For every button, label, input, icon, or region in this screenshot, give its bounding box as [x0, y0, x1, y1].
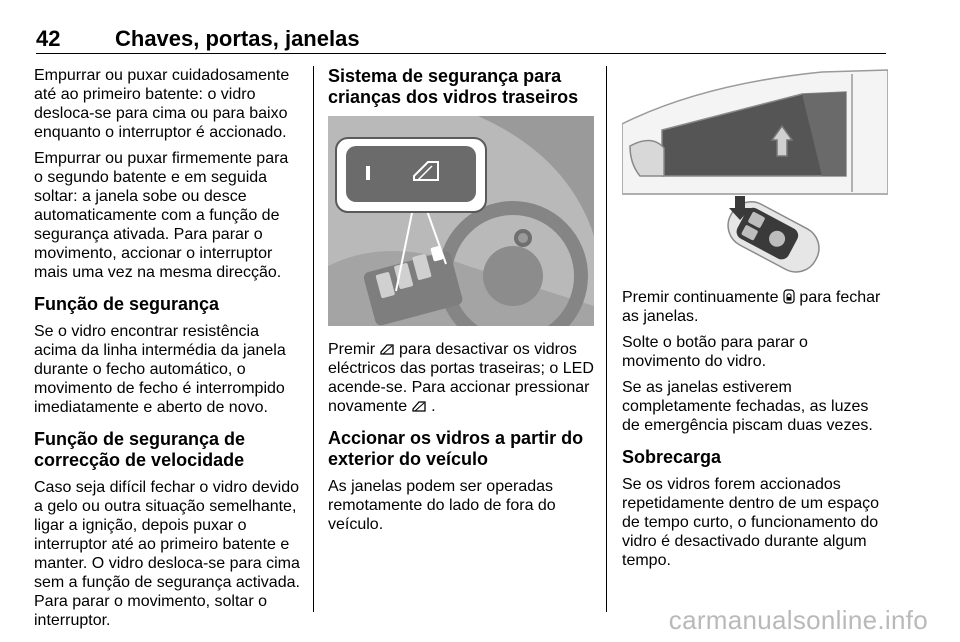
header-rule	[36, 53, 886, 54]
window-lock-icon	[412, 399, 427, 413]
section-heading: Função de segurança de correcção de velocidade	[34, 429, 246, 470]
section-heading: Accionar os vidros a partir do exterior do veículo	[328, 428, 584, 469]
paragraph: Se o vidro encontrar resistência acima da linha intermédia da janela durante o fecho automático, o movimento de fecho é interrompido imediatamente e aberto de novo.	[34, 323, 286, 416]
paragraph: Empurrar ou puxar firmemente para o segundo batente e em seguida soltar: a janela sobe ou desce automaticamente com a função de segurança ativada. Para parar o movimento, accionar o interruptor mais uma vez na mesma direcção.	[34, 150, 289, 281]
column-3	[622, 66, 888, 577]
section-heading: Função de segurança	[34, 294, 220, 314]
section-heading: Sobrecarga	[622, 447, 722, 467]
page-header	[36, 26, 886, 54]
door-switch-illustration	[328, 116, 594, 326]
paragraph: Se as janelas estiverem completamente fechadas, as luzes de emergência piscam duas vezes.	[622, 379, 873, 434]
paragraph: Se os vidros forem accionados repetidamente dentro de um espaço de tempo curto, o funcionamento do vidro é desactivado durante algum tempo.	[622, 476, 880, 569]
paragraph: Empurrar ou puxar cuidadosamente até ao primeiro batente: o vidro desloca-se para cima ou para baixo enquanto o interruptor é accionado.	[34, 67, 290, 141]
page-number: 42	[36, 26, 61, 51]
window-lock-icon	[380, 342, 395, 356]
lock-key-icon	[783, 289, 795, 304]
paragraph: Premir para desactivar os vidros eléctricos das portas traseiras; o LED acende-se. Para accionar pressionar novamente .	[328, 341, 594, 415]
paragraph: Solte o botão para parar o movimento do vidro.	[622, 334, 808, 370]
column-1	[34, 66, 300, 637]
paragraph: As janelas podem ser operadas remotamente do lado de fora do veículo.	[328, 478, 556, 533]
watermark: carmanualsonline.info	[668, 605, 928, 635]
paragraph: Premir continuamente para fechar as janelas.	[622, 289, 881, 325]
column-2	[328, 66, 594, 541]
car-window-remote-illustration	[622, 64, 888, 276]
section-heading: Sistema de segurança para crianças dos vidros traseiros	[328, 66, 579, 107]
chapter-title: Chaves, portas, janelas	[115, 26, 360, 51]
column-divider	[606, 66, 607, 612]
column-divider	[313, 66, 314, 612]
paragraph: Caso seja difícil fechar o vidro devido a gelo ou outra situação semelhante, ligar a ignição, depois puxar o interruptor até ao primeiro batente e manter. O vidro desloca-se para cima sem a função de segurança activada. Para parar o movimento, soltar o interruptor.	[34, 479, 300, 629]
